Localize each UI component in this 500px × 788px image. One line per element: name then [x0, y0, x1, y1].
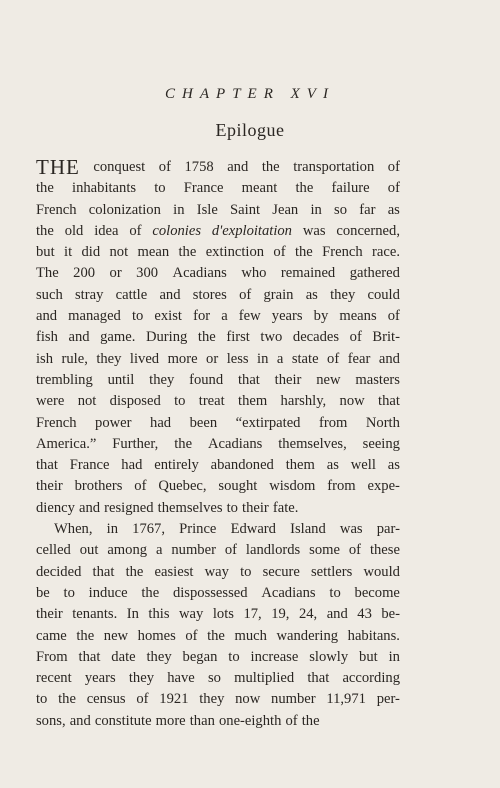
text-line: America.” Further, the Acadians themselves, seeing [36, 435, 400, 452]
text-line: recent years they have so multiplied that according [36, 670, 400, 687]
text-line: From that date they began to increase slowly but in [36, 648, 400, 665]
text-line: to the census of 1921 they now number 11,971 per- [36, 691, 400, 708]
text-line: celled out among a number of landlords some of these [36, 542, 400, 559]
text-line: diency and resigned themselves to their fate. [36, 499, 299, 516]
text-line: fish and game. During the first two decades of Brit- [36, 329, 400, 346]
text-line: trembling until they found that their new masters [36, 371, 400, 388]
text-line: French power had been “extirpated from North [36, 414, 400, 431]
text-line: The 200 or 300 Acadians who remained gathered [36, 265, 400, 282]
text-line: came the new homes of the much wandering habitans. [36, 627, 400, 644]
text-line: ish rule, they lived more or less in a state of fear and [36, 350, 400, 367]
text-line: their tenants. In this way lots 17, 19, 24, and 43 be- [36, 606, 400, 623]
chapter-title: Epilogue [215, 120, 285, 140]
text-line: but it did not mean the extinction of the French race. [36, 244, 400, 261]
text-line: THE conquest of 1758 and the transportation of [36, 155, 400, 179]
text-line: that France had entirely abandoned them as well as [36, 457, 400, 474]
text-line: the old idea of colonies d'exploitation was concerned, [36, 222, 400, 239]
lead-word: THE [36, 155, 80, 179]
paragraph [36, 157, 400, 519]
text-line: the inhabitants to France meant the failure of [36, 180, 400, 197]
text-line: French colonization in Isle Saint Jean in so far as [36, 201, 400, 218]
text-line: sons, and constitute more than one-eighth of the [36, 712, 320, 729]
paragraph [36, 519, 400, 732]
text-line: were not disposed to treat them harshly, now that [36, 393, 400, 410]
text-line: such stray cattle and stores of grain as they could [36, 286, 400, 303]
chapter-heading: CHAPTER XVI [165, 86, 335, 102]
text-line: and managed to exist for a few years by means of [36, 308, 400, 325]
body-text [36, 157, 400, 732]
text-line: their brothers of Quebec, sought wisdom from expe- [36, 478, 400, 495]
text-line: be to induce the dispossessed Acadians to become [36, 584, 400, 601]
text-line: decided that the easiest way to secure settlers would [36, 563, 400, 580]
text-line: When, in 1767, Prince Edward Island was par- [54, 521, 400, 538]
